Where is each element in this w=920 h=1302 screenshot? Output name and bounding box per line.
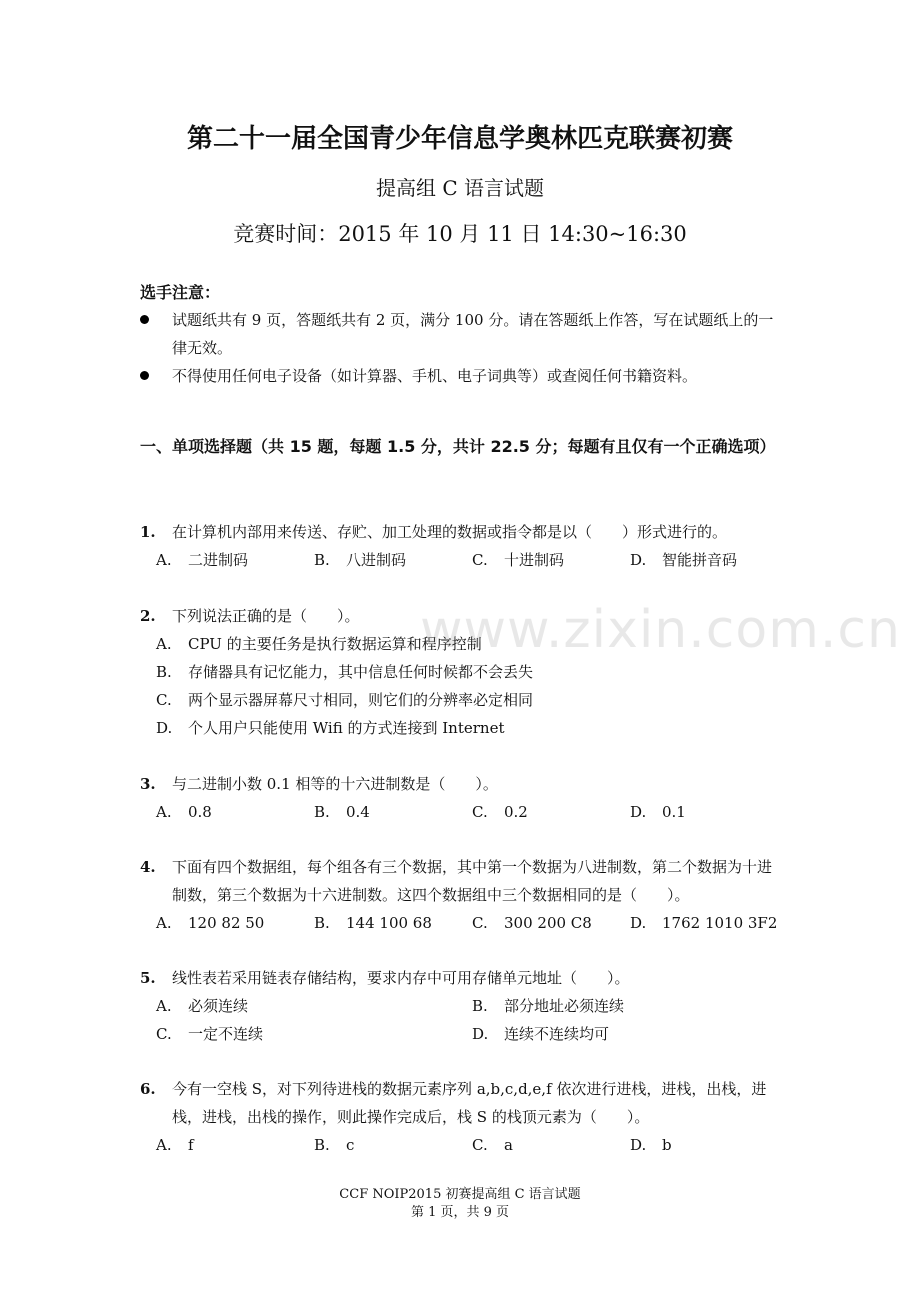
option-c: C. 300 200 C8 xyxy=(472,914,592,932)
question-stem xyxy=(140,853,785,909)
option-c: C. a xyxy=(472,1136,513,1154)
question-number: 5. xyxy=(140,969,156,987)
option-c: C. 0.2 xyxy=(472,803,528,821)
option-d: D. 1762 1010 3F2 xyxy=(630,914,778,932)
option-b: B. 部分地址必须连续 xyxy=(472,997,625,1015)
exam-subtitle: 提高组 C 语言试题 xyxy=(375,176,545,200)
notice-title: 选手注意： xyxy=(140,283,221,302)
question-number: 3. xyxy=(140,775,156,793)
option-a: A. 二进制码 xyxy=(156,551,249,569)
notice-item xyxy=(140,362,785,390)
options-row xyxy=(140,1131,785,1159)
question-5 xyxy=(140,964,785,1048)
question-stem xyxy=(140,518,785,546)
option-c: C. 一定不连续 xyxy=(156,1025,264,1043)
question-text: 在计算机内部用来传送、存贮、加工处理的数据或指令都是以（ ）形式进行的。 xyxy=(172,523,728,541)
options-row xyxy=(140,992,785,1020)
option-a: A. 必须连续 xyxy=(156,997,249,1015)
option-c: C. 两个显示器屏幕尺寸相同，则它们的分辨率必定相同 xyxy=(156,691,534,709)
footer-title: CCF NOIP2015 初赛提高组 C 语言试题 xyxy=(339,1187,581,1202)
question-number: 6. xyxy=(140,1080,156,1098)
notice-item-text: 不得使用任何电子设备（如计算器、手机、电子词典等）或查阅任何书籍资料。 xyxy=(172,367,698,385)
notice-item-text: 试题纸共有 9 页，答题纸共有 2 页，满分 100 分。请在答题纸上作答，写在试题纸上的一律无效。 xyxy=(172,311,774,357)
bullet-icon xyxy=(140,371,149,380)
question-4 xyxy=(140,853,785,937)
bullet-icon xyxy=(140,315,149,324)
question-stem xyxy=(140,770,785,798)
option-b: B. 0.4 xyxy=(314,803,370,821)
section-title: 一、单项选择题（共 15 题，每题 1.5 分，共计 22.5 分；每题有且仅有一个正确选项） xyxy=(140,437,776,456)
page-footer xyxy=(0,1186,920,1222)
question-stem xyxy=(140,1075,785,1131)
options-row xyxy=(140,1020,785,1048)
page-number: 第 1 页，共 9 页 xyxy=(410,1205,510,1220)
option-a: A. f xyxy=(156,1136,194,1154)
option-b: B. c xyxy=(314,1136,355,1154)
question-1 xyxy=(140,518,785,574)
options-row xyxy=(140,798,785,826)
exam-time: 竞赛时间：2015 年 10 月 11 日 14:30~16:30 xyxy=(233,222,687,246)
question-number: 2. xyxy=(140,607,156,625)
options-row xyxy=(140,909,785,937)
option-c: C. 十进制码 xyxy=(472,551,565,569)
question-text: 今有一空栈 S，对下列待进栈的数据元素序列 a,b,c,d,e,f 依次进行进栈，进栈，出栈，进栈，进栈，出栈的操作，则此操作完成后，栈 S 的栈顶元素为（ ）。 xyxy=(172,1080,767,1126)
question-text: 下列说法正确的是（ ）。 xyxy=(172,607,360,625)
question-number: 1. xyxy=(140,523,156,541)
option-d: D. 个人用户只能使用 Wifi 的方式连接到 Internet xyxy=(156,719,505,737)
question-6 xyxy=(140,1075,785,1159)
question-text: 与二进制小数 0.1 相等的十六进制数是（ ）。 xyxy=(172,775,498,793)
question-text: 下面有四个数据组，每个组各有三个数据，其中第一个数据为八进制数，第二个数据为十进制数，第三个数据为十六进制数。这四个数据组中三个数据相同的是（ ）。 xyxy=(172,858,773,904)
option-d: D. b xyxy=(630,1136,672,1154)
option-a: A. 0.8 xyxy=(156,803,212,821)
question-number: 4. xyxy=(140,858,156,876)
watermark: www.zixin.com.cn xyxy=(420,600,901,660)
option-b: B. 存储器具有记忆能力，其中信息任何时候都不会丢失 xyxy=(156,663,534,681)
option-b: B. 八进制码 xyxy=(314,551,407,569)
option-b: B. 144 100 68 xyxy=(314,914,432,932)
notice-item xyxy=(140,306,785,362)
exam-title: 第二十一届全国青少年信息学奥林匹克联赛初赛 xyxy=(186,124,733,154)
question-text: 线性表若采用链表存储结构，要求内存中可用存储单元地址（ ）。 xyxy=(172,969,630,987)
option-d: D. 0.1 xyxy=(630,803,686,821)
option-d: D. 智能拼音码 xyxy=(630,551,738,569)
option-a: A. 120 82 50 xyxy=(156,914,265,932)
option-a: A. CPU 的主要任务是执行数据运算和程序控制 xyxy=(156,635,482,653)
option-d: D. 连续不连续均可 xyxy=(472,1025,610,1043)
options-row xyxy=(140,546,785,574)
question-stem xyxy=(140,964,785,992)
question-3 xyxy=(140,770,785,826)
